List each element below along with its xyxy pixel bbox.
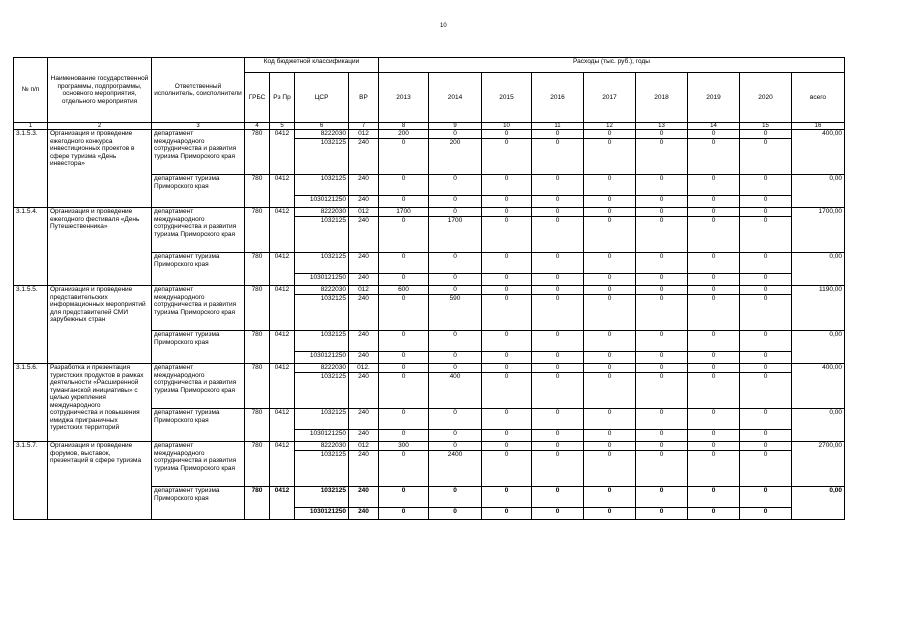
year-value: 0 — [379, 274, 429, 286]
year-value: 0 — [636, 373, 688, 409]
csr-code: 8222030 — [295, 442, 349, 451]
year-value: 0 — [532, 253, 584, 274]
year-value: 0 — [688, 409, 740, 430]
total-value: 0,00 — [792, 175, 845, 208]
year-value: 0 — [379, 352, 429, 364]
total-value: 0,00 — [792, 253, 845, 286]
year-value: 0 — [584, 295, 636, 331]
year-value: 0 — [636, 208, 688, 217]
vr-code: 012 — [349, 208, 379, 217]
header-rzpr: Рз Пр — [270, 73, 295, 123]
year-value: 0 — [584, 175, 636, 196]
total-value: 1700,00 — [792, 208, 845, 253]
year-value: 0 — [532, 364, 584, 373]
table-row — [14, 286, 845, 295]
year-value: 400 — [429, 373, 482, 409]
year-value: 0 — [688, 175, 740, 196]
year-value: 0 — [532, 130, 584, 139]
responsible-executor: департамент туризма Приморского края — [152, 175, 245, 208]
year-value: 0 — [740, 196, 792, 208]
year-value: 0 — [429, 253, 482, 274]
year-value: 0 — [584, 352, 636, 364]
column-number: 3 — [152, 123, 245, 130]
year-value: 0 — [740, 373, 792, 409]
responsible-executor: департамент международного сотрудничества и развития туризма Приморского края — [152, 442, 245, 487]
year-value: 0 — [482, 364, 532, 373]
rzpr-code: 0412 — [270, 364, 295, 409]
grbs-code: 780 — [245, 130, 270, 175]
vr-code: 240 — [349, 139, 379, 175]
column-number: 9 — [429, 123, 482, 130]
year-value: 0 — [429, 409, 482, 430]
total-value: 400,00 — [792, 130, 845, 175]
year-value: 0 — [532, 409, 584, 430]
year-value: 0 — [379, 253, 429, 274]
header-responsible: Ответственный исполнитель, соисполнители — [152, 58, 245, 123]
column-number: 12 — [584, 123, 636, 130]
year-value: 0 — [482, 196, 532, 208]
year-value: 0 — [482, 208, 532, 217]
table-row — [14, 364, 845, 373]
year-value: 0 — [429, 130, 482, 139]
grbs-code: 780 — [245, 487, 270, 520]
vr-code: 240 — [349, 295, 379, 331]
year-value: 0 — [636, 196, 688, 208]
year-value: 0 — [482, 409, 532, 430]
vr-code: 240 — [349, 508, 379, 520]
vr-code: 240 — [349, 253, 379, 274]
responsible-executor: департамент туризма Приморского края — [152, 331, 245, 364]
year-value: 0 — [688, 487, 740, 508]
rzpr-code: 0412 — [270, 253, 295, 286]
year-value: 0 — [740, 352, 792, 364]
csr-code: 1032125 — [295, 253, 349, 274]
year-value: 0 — [740, 430, 792, 442]
rzpr-code: 0412 — [270, 442, 295, 487]
vr-code: 012 — [349, 442, 379, 451]
header-year-2015: 2015 — [482, 73, 532, 123]
responsible-executor: департамент международного сотрудничества и развития туризма Приморского края — [152, 286, 245, 331]
vr-code: 240 — [349, 409, 379, 430]
year-value: 0 — [688, 442, 740, 451]
year-value: 0 — [584, 364, 636, 373]
header-name: Наименование государственной программы, подпрограммы, основного мероприятия, отдельного мероприятия — [48, 58, 152, 123]
csr-code: 1030121250 — [295, 508, 349, 520]
column-number: 14 — [688, 123, 740, 130]
year-value: 0 — [429, 442, 482, 451]
year-value: 0 — [636, 409, 688, 430]
vr-code: 012. — [349, 364, 379, 373]
year-value: 0 — [482, 139, 532, 175]
year-value: 0 — [532, 451, 584, 487]
year-value: 0 — [429, 274, 482, 286]
year-value: 0 — [688, 139, 740, 175]
year-value: 0 — [636, 286, 688, 295]
column-number: 7 — [349, 123, 379, 130]
column-number: 16 — [792, 123, 845, 130]
vr-code: 240 — [349, 451, 379, 487]
year-value: 0 — [688, 295, 740, 331]
measure-id: 3.1.5.5. — [14, 286, 48, 364]
budget-table-sheet — [13, 57, 845, 520]
vr-code: 240 — [349, 175, 379, 196]
total-value: 2700,00 — [792, 442, 845, 487]
header-year-2016: 2016 — [532, 73, 584, 123]
total-value: 400,00 — [792, 364, 845, 409]
year-value: 0 — [584, 130, 636, 139]
year-value: 0 — [740, 409, 792, 430]
vr-code: 240 — [349, 274, 379, 286]
responsible-executor: департамент международного сотрудничества и развития туризма Приморского края — [152, 208, 245, 253]
year-value: 0 — [532, 208, 584, 217]
header-no: № п/п — [14, 58, 48, 123]
responsible-executor: департамент туризма Приморского края — [152, 487, 245, 520]
year-value: 0 — [740, 442, 792, 451]
column-number: 2 — [48, 123, 152, 130]
measure-name: Разработка и презентация туристских продуктов в рамках деятельности «Расширенной туманганской инициативы» с целью укрепления международного сотрудничества и повышения имиджа приграничных туристских территорий — [48, 364, 152, 442]
year-value: 0 — [429, 286, 482, 295]
year-value: 0 — [584, 139, 636, 175]
year-value: 0 — [429, 430, 482, 442]
table-row — [14, 130, 845, 139]
year-value: 0 — [740, 217, 792, 253]
measure-id: 3.1.5.4. — [14, 208, 48, 286]
year-value: 0 — [584, 442, 636, 451]
table-row — [14, 208, 845, 217]
year-value: 0 — [636, 364, 688, 373]
year-value: 1700 — [379, 208, 429, 217]
year-value: 0 — [429, 487, 482, 508]
year-value: 0 — [584, 286, 636, 295]
year-value: 0 — [636, 430, 688, 442]
grbs-code: 780 — [245, 409, 270, 442]
measure-name: Организация и проведение представительских информационных мероприятий для представителей СМИ зарубежных стран — [48, 286, 152, 364]
year-value: 0 — [584, 409, 636, 430]
measure-name: Организация и проведение форумов, выставок, презентаций в сфере туризма — [48, 442, 152, 520]
year-value: 0 — [740, 487, 792, 508]
year-value: 0 — [532, 295, 584, 331]
vr-code: 240 — [349, 487, 379, 508]
header-budget-code-group: Код бюджетной классификации — [245, 58, 379, 73]
year-value: 0 — [482, 253, 532, 274]
year-value: 0 — [688, 208, 740, 217]
year-value: 0 — [482, 373, 532, 409]
year-value: 0 — [636, 139, 688, 175]
year-value: 590 — [429, 295, 482, 331]
year-value: 0 — [429, 508, 482, 520]
table-row — [14, 442, 845, 451]
year-value: 600 — [379, 286, 429, 295]
csr-code: 1032125 — [295, 373, 349, 409]
year-value: 0 — [532, 352, 584, 364]
rzpr-code: 0412 — [270, 208, 295, 253]
year-value: 0 — [688, 364, 740, 373]
year-value: 2400 — [429, 451, 482, 487]
rzpr-code: 0412 — [270, 331, 295, 364]
year-value: 0 — [584, 196, 636, 208]
vr-code: 240 — [349, 331, 379, 352]
year-value: 0 — [532, 175, 584, 196]
year-value: 0 — [688, 253, 740, 274]
year-value: 0 — [636, 451, 688, 487]
year-value: 0 — [740, 508, 792, 520]
page-number: 10 — [440, 23, 447, 29]
responsible-executor: департамент международного сотрудничества и развития туризма Приморского края — [152, 130, 245, 175]
total-value: 0,00 — [792, 487, 845, 520]
year-value: 0 — [482, 487, 532, 508]
year-value: 0 — [482, 130, 532, 139]
year-value: 0 — [636, 217, 688, 253]
total-value: 0,00 — [792, 331, 845, 364]
csr-code: 1032125 — [295, 331, 349, 352]
column-number: 13 — [636, 123, 688, 130]
csr-code: 1032125 — [295, 175, 349, 196]
header-year-2013: 2013 — [379, 73, 429, 123]
csr-code: 1030121250 — [295, 274, 349, 286]
year-value: 0 — [429, 175, 482, 196]
year-value: 0 — [688, 451, 740, 487]
year-value: 0 — [740, 364, 792, 373]
year-value: 0 — [532, 196, 584, 208]
year-value: 0 — [740, 208, 792, 217]
responsible-executor: департамент туризма Приморского края — [152, 253, 245, 286]
year-value: 0 — [740, 253, 792, 274]
year-value: 0 — [688, 217, 740, 253]
year-value: 0 — [482, 331, 532, 352]
year-value: 0 — [740, 175, 792, 196]
csr-code: 1032125 — [295, 451, 349, 487]
responsible-executor: департамент туризма Приморского края — [152, 409, 245, 442]
year-value: 0 — [532, 274, 584, 286]
rzpr-code: 0412 — [270, 175, 295, 208]
year-value: 0 — [740, 130, 792, 139]
year-value: 200 — [379, 130, 429, 139]
year-value: 0 — [379, 430, 429, 442]
year-value: 0 — [584, 508, 636, 520]
year-value: 0 — [584, 373, 636, 409]
year-value: 0 — [688, 331, 740, 352]
csr-code: 8222030 — [295, 130, 349, 139]
year-value: 0 — [379, 364, 429, 373]
csr-code: 8222030 — [295, 364, 349, 373]
budget-table — [13, 57, 845, 520]
year-value: 0 — [584, 274, 636, 286]
year-value: 0 — [688, 286, 740, 295]
year-value: 0 — [429, 196, 482, 208]
year-value: 0 — [532, 442, 584, 451]
year-value: 0 — [379, 139, 429, 175]
csr-code: 1032125 — [295, 217, 349, 253]
year-value: 1700 — [429, 217, 482, 253]
header-year-2017: 2017 — [584, 73, 636, 123]
year-value: 0 — [636, 508, 688, 520]
year-value: 0 — [379, 409, 429, 430]
column-numbers-row — [14, 123, 845, 130]
year-value: 0 — [584, 487, 636, 508]
year-value: 0 — [532, 430, 584, 442]
grbs-code: 780 — [245, 364, 270, 409]
year-value: 0 — [688, 508, 740, 520]
vr-code: 240 — [349, 217, 379, 253]
csr-code: 1030121250 — [295, 196, 349, 208]
year-value: 0 — [379, 217, 429, 253]
year-value: 0 — [482, 430, 532, 442]
csr-code: 1032125 — [295, 139, 349, 175]
year-value: 0 — [379, 508, 429, 520]
year-value: 0 — [482, 274, 532, 286]
year-value: 0 — [532, 286, 584, 295]
measure-id: 3.1.5.6. — [14, 364, 48, 442]
year-value: 0 — [740, 331, 792, 352]
year-value: 0 — [429, 208, 482, 217]
rzpr-code: 0412 — [270, 130, 295, 175]
vr-code: 240 — [349, 196, 379, 208]
header-year-2020: 2020 — [740, 73, 792, 123]
column-number: 11 — [532, 123, 584, 130]
column-number: 4 — [245, 123, 270, 130]
csr-code: 1032125 — [295, 487, 349, 508]
column-number: 1 — [14, 123, 48, 130]
column-number: 8 — [379, 123, 429, 130]
total-value: 0,00 — [792, 409, 845, 442]
year-value: 0 — [379, 175, 429, 196]
grbs-code: 780 — [245, 175, 270, 208]
rzpr-code: 0412 — [270, 409, 295, 442]
column-number: 5 — [270, 123, 295, 130]
year-value: 0 — [532, 217, 584, 253]
year-value: 0 — [636, 352, 688, 364]
year-value: 0 — [688, 196, 740, 208]
year-value: 0 — [584, 217, 636, 253]
header-grbs: ГРБС — [245, 73, 270, 123]
csr-code: 1030121250 — [295, 430, 349, 442]
year-value: 200 — [429, 139, 482, 175]
csr-code: 1032125 — [295, 295, 349, 331]
grbs-code: 780 — [245, 331, 270, 364]
year-value: 0 — [636, 175, 688, 196]
grbs-code: 780 — [245, 208, 270, 253]
year-value: 0 — [584, 451, 636, 487]
year-value: 0 — [482, 286, 532, 295]
year-value: 0 — [532, 487, 584, 508]
csr-code: 1032125 — [295, 409, 349, 430]
year-value: 0 — [584, 430, 636, 442]
year-value: 0 — [636, 487, 688, 508]
header-vr: ВР — [349, 73, 379, 123]
responsible-executor: департамент международного сотрудничества и развития туризма Приморского края — [152, 364, 245, 409]
year-value: 0 — [688, 274, 740, 286]
year-value: 0 — [429, 364, 482, 373]
vr-code: 240 — [349, 430, 379, 442]
year-value: 0 — [429, 331, 482, 352]
csr-code: 8222030 — [295, 208, 349, 217]
year-value: 0 — [482, 352, 532, 364]
csr-code: 8222030 — [295, 286, 349, 295]
measure-name: Организация и проведение ежегодного конкурса инвестиционных проектов в сфере туризма «День инвестора» — [48, 130, 152, 208]
vr-code: 240 — [349, 373, 379, 409]
vr-code: 240 — [349, 352, 379, 364]
vr-code: 012 — [349, 130, 379, 139]
year-value: 0 — [688, 352, 740, 364]
year-value: 0 — [688, 130, 740, 139]
year-value: 300 — [379, 442, 429, 451]
year-value: 0 — [379, 295, 429, 331]
year-value: 0 — [532, 139, 584, 175]
grbs-code: 780 — [245, 442, 270, 487]
year-value: 0 — [740, 274, 792, 286]
year-value: 0 — [740, 295, 792, 331]
measure-name: Организация и проведение ежегодного фестиваля «День Путешественника» — [48, 208, 152, 286]
year-value: 0 — [482, 217, 532, 253]
year-value: 0 — [379, 331, 429, 352]
measure-id: 3.1.5.7. — [14, 442, 48, 520]
header-year-2014: 2014 — [429, 73, 482, 123]
year-value: 0 — [584, 253, 636, 274]
year-value: 0 — [379, 373, 429, 409]
year-value: 0 — [482, 175, 532, 196]
year-value: 0 — [636, 253, 688, 274]
header-total: всего — [792, 73, 845, 123]
year-value: 0 — [429, 352, 482, 364]
year-value: 0 — [584, 208, 636, 217]
year-value: 0 — [636, 130, 688, 139]
year-value: 0 — [688, 430, 740, 442]
year-value: 0 — [636, 331, 688, 352]
column-number: 6 — [295, 123, 349, 130]
year-value: 0 — [482, 451, 532, 487]
year-value: 0 — [740, 286, 792, 295]
year-value: 0 — [482, 442, 532, 451]
year-value: 0 — [379, 451, 429, 487]
grbs-code: 780 — [245, 286, 270, 331]
year-value: 0 — [636, 442, 688, 451]
measure-id: 3.1.5.3. — [14, 130, 48, 208]
year-value: 0 — [584, 331, 636, 352]
year-value: 0 — [532, 331, 584, 352]
header-expenses-group: Расходы (тыс. руб.), годы — [379, 58, 845, 73]
header-csr: ЦСР — [295, 73, 349, 123]
year-value: 0 — [379, 196, 429, 208]
column-number: 15 — [740, 123, 792, 130]
csr-code: 1030121250 — [295, 352, 349, 364]
year-value: 0 — [688, 373, 740, 409]
year-value: 0 — [482, 508, 532, 520]
rzpr-code: 0412 — [270, 286, 295, 331]
rzpr-code: 0412 — [270, 487, 295, 520]
header-year-2019: 2019 — [688, 73, 740, 123]
year-value: 0 — [532, 373, 584, 409]
year-value: 0 — [636, 295, 688, 331]
total-value: 1190,00 — [792, 286, 845, 331]
header-year-2018: 2018 — [636, 73, 688, 123]
column-number: 10 — [482, 123, 532, 130]
vr-code: 012 — [349, 286, 379, 295]
year-value: 0 — [379, 487, 429, 508]
year-value: 0 — [636, 274, 688, 286]
year-value: 0 — [740, 451, 792, 487]
grbs-code: 780 — [245, 253, 270, 286]
year-value: 0 — [740, 139, 792, 175]
year-value: 0 — [532, 508, 584, 520]
year-value: 0 — [482, 295, 532, 331]
